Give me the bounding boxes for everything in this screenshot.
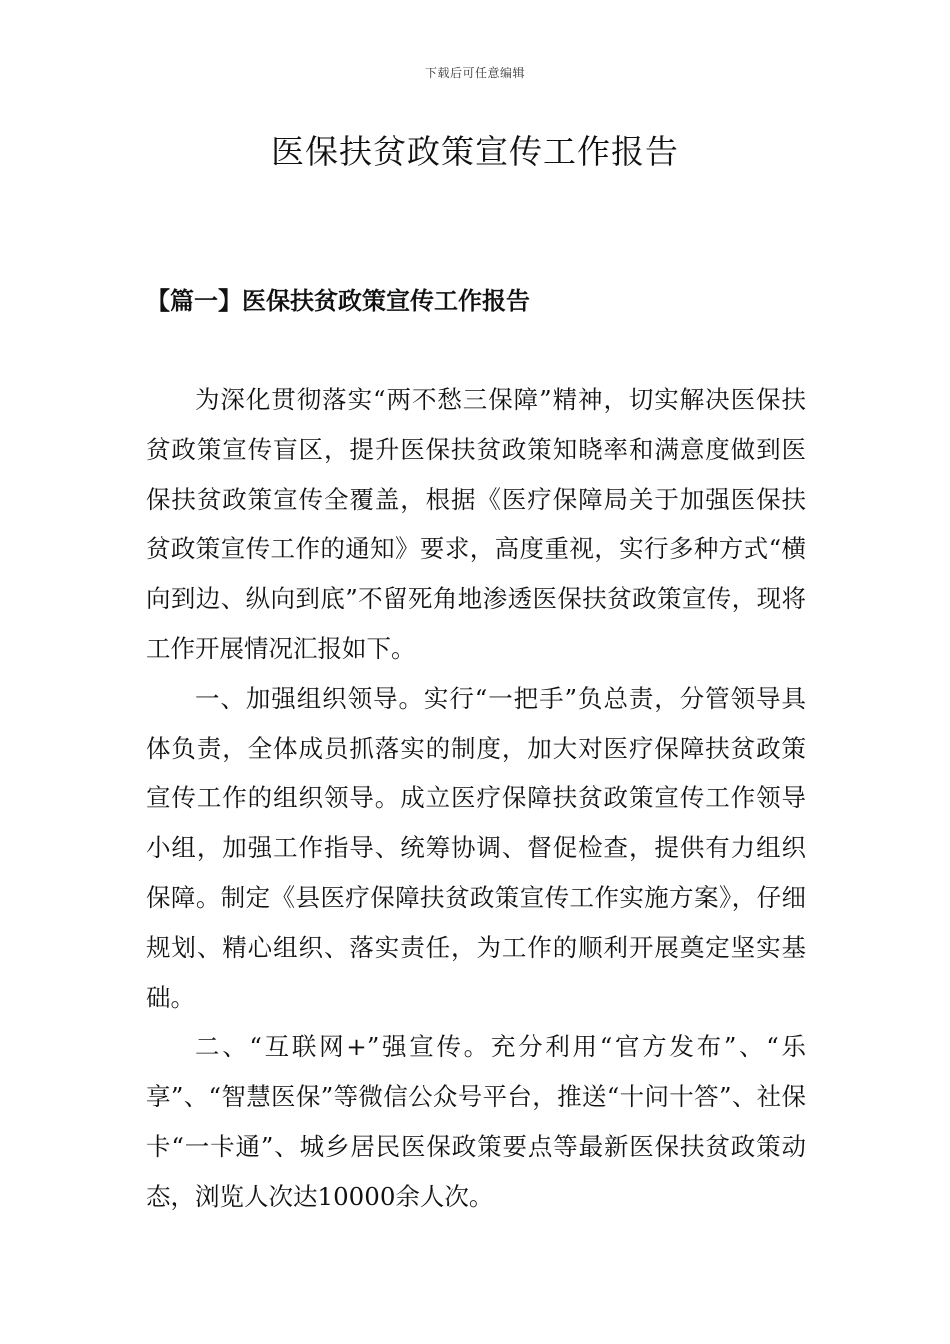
document-title: 医保扶贫政策宣传工作报告	[271, 132, 679, 171]
header-note: 下载后可任意编辑	[424, 66, 525, 80]
paragraph-internet-promotion: 二、“互联网+”强宣传。充分利用“官方发布”、“乐享”、“智慧医保”等微信公众号平台，推送“十问十答”、社保卡“一卡通”、城乡居民医保政策要点等最新医保扶贫政策动态，浏览人次达10000余人次。	[146, 1032, 806, 1211]
paragraph-organization: 一、加强组织领导。实行“一把手”负总责，分管领导具体负责，全体成员抓落实的制度，加大对医疗保障扶贫政策宣传工作的组织领导。成立医疗保障扶贫政策宣传工作领导小组，加强工作指导、统筹协调、督促检查，提供有力组织保障。制定《县医疗保障扶贫政策宣传工作实施方案》，仔细规划、精心组织、落实责任，为工作的顺利开展奠定坚实基础。	[146, 683, 806, 1012]
section-heading: 【篇一】医保扶贫政策宣传工作报告	[146, 286, 530, 315]
paragraph-intro: 为深化贯彻落实“两不愁三保障”精神，切实解决医保扶贫政策宣传盲区，提升医保扶贫政策知晓率和满意度做到医保扶贫政策宣传全覆盖，根据《医疗保障局关于加强医保扶贫政策宣传工作的通知》要求，高度重视，实行多种方式“横向到边、纵向到底”不留死角地渗透医保扶贫政策宣传，现将工作开展情况汇报如下。	[146, 385, 806, 663]
document-body	[146, 375, 806, 1222]
